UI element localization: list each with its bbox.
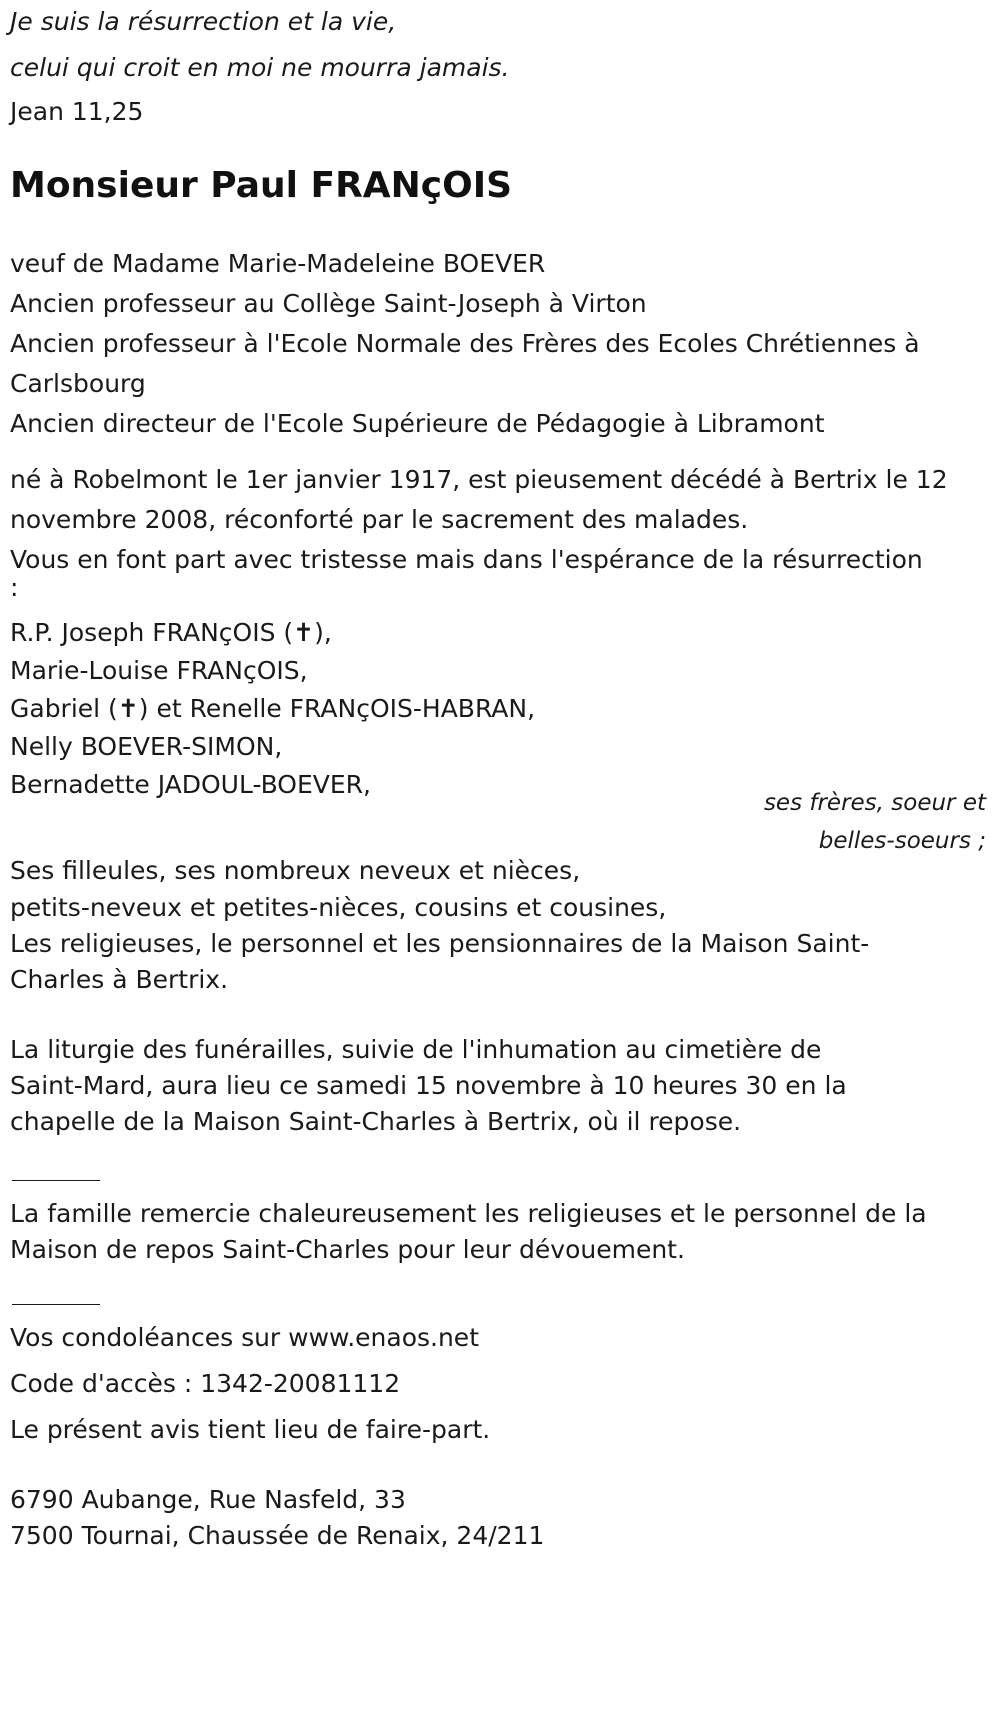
family-list bbox=[10, 614, 535, 804]
notice-text: Le présent avis tient lieu de faire-part. bbox=[10, 1415, 491, 1444]
funeral-line: chapelle de la Maison Saint-Charles à Bertrix, où il repose. bbox=[10, 1107, 742, 1136]
title-line: Carlsbourg bbox=[10, 369, 146, 398]
access-code: Code d'accès : 1342-20081112 bbox=[10, 1369, 401, 1398]
title-line: Ancien directeur de l'Ecole Supérieure de Pédagogie à Libramont bbox=[10, 409, 825, 438]
others-line: petits-neveux et petites-nièces, cousins et cousines, bbox=[10, 893, 667, 922]
thanks-block bbox=[10, 1196, 927, 1268]
family-member: Nelly BOEVER-SIMON, bbox=[10, 732, 283, 761]
deceased-name: Monsieur Paul FRANçOIS bbox=[10, 165, 513, 206]
family-member: Marie-Louise FRANçOIS, bbox=[10, 656, 308, 685]
separator-line bbox=[12, 1304, 100, 1305]
title-line: Ancien professeur à l'Ecole Normale des Frères des Ecoles Chrétiennes à bbox=[10, 329, 920, 358]
title-line: veuf de Madame Marie-Madeleine BOEVER bbox=[10, 249, 546, 278]
condolences-text: Vos condoléances sur www.enaos.net bbox=[10, 1323, 479, 1352]
address-line: 6790 Aubange, Rue Nasfeld, 33 bbox=[10, 1485, 406, 1514]
family-member: Bernadette JADOUL-BOEVER, bbox=[10, 770, 371, 799]
relation-line: ses frères, soeur et bbox=[763, 790, 986, 816]
epigraph-line-2: celui qui croit en moi ne mourra jamais. bbox=[10, 53, 510, 82]
funeral-block bbox=[10, 1032, 847, 1140]
birth-death-line: novembre 2008, réconforté par le sacrement des malades. bbox=[10, 505, 749, 534]
relation-line: belles-soeurs ; bbox=[818, 828, 986, 854]
address-line: 7500 Tournai, Chaussée de Renaix, 24/211 bbox=[10, 1521, 545, 1550]
others-line: Les religieuses, le personnel et les pensionnaires de la Maison Saint- bbox=[10, 929, 870, 958]
epigraph-line-1: Je suis la résurrection et la vie, bbox=[10, 7, 397, 36]
funeral-line: La liturgie des funérailles, suivie de l'inhumation au cimetière de bbox=[10, 1035, 822, 1064]
separator-line bbox=[12, 1180, 100, 1181]
family-member: Gabriel (✝) et Renelle FRANçOIS-HABRAN, bbox=[10, 694, 536, 723]
birth-death-block bbox=[10, 460, 948, 540]
birth-death-line: né à Robelmont le 1er janvier 1917, est pieusement décédé à Bertrix le 12 bbox=[10, 465, 948, 494]
others-block bbox=[10, 852, 869, 998]
thanks-line: Maison de repos Saint-Charles pour leur dévouement. bbox=[10, 1235, 685, 1264]
titles-block bbox=[10, 244, 920, 444]
family-relation bbox=[764, 784, 986, 860]
funeral-line: Saint-Mard, aura lieu ce samedi 15 novembre à 10 heures 30 en la bbox=[10, 1071, 847, 1100]
announcement-colon: : bbox=[10, 573, 19, 602]
others-line: Charles à Bertrix. bbox=[10, 965, 229, 994]
thanks-line: La famille remercie chaleureusement les religieuses et le personnel de la bbox=[10, 1199, 927, 1228]
family-member: R.P. Joseph FRANçOIS (✝), bbox=[10, 618, 332, 647]
others-line: Ses filleules, ses nombreux neveux et nièces, bbox=[10, 856, 581, 885]
addresses-block bbox=[10, 1482, 544, 1554]
announcement-line: Vous en font part avec tristesse mais dans l'espérance de la résurrection bbox=[10, 545, 923, 574]
announcement-block bbox=[10, 540, 923, 602]
epigraph-reference: Jean 11,25 bbox=[10, 97, 144, 126]
title-line: Ancien professeur au Collège Saint-Joseph à Virton bbox=[10, 289, 647, 318]
